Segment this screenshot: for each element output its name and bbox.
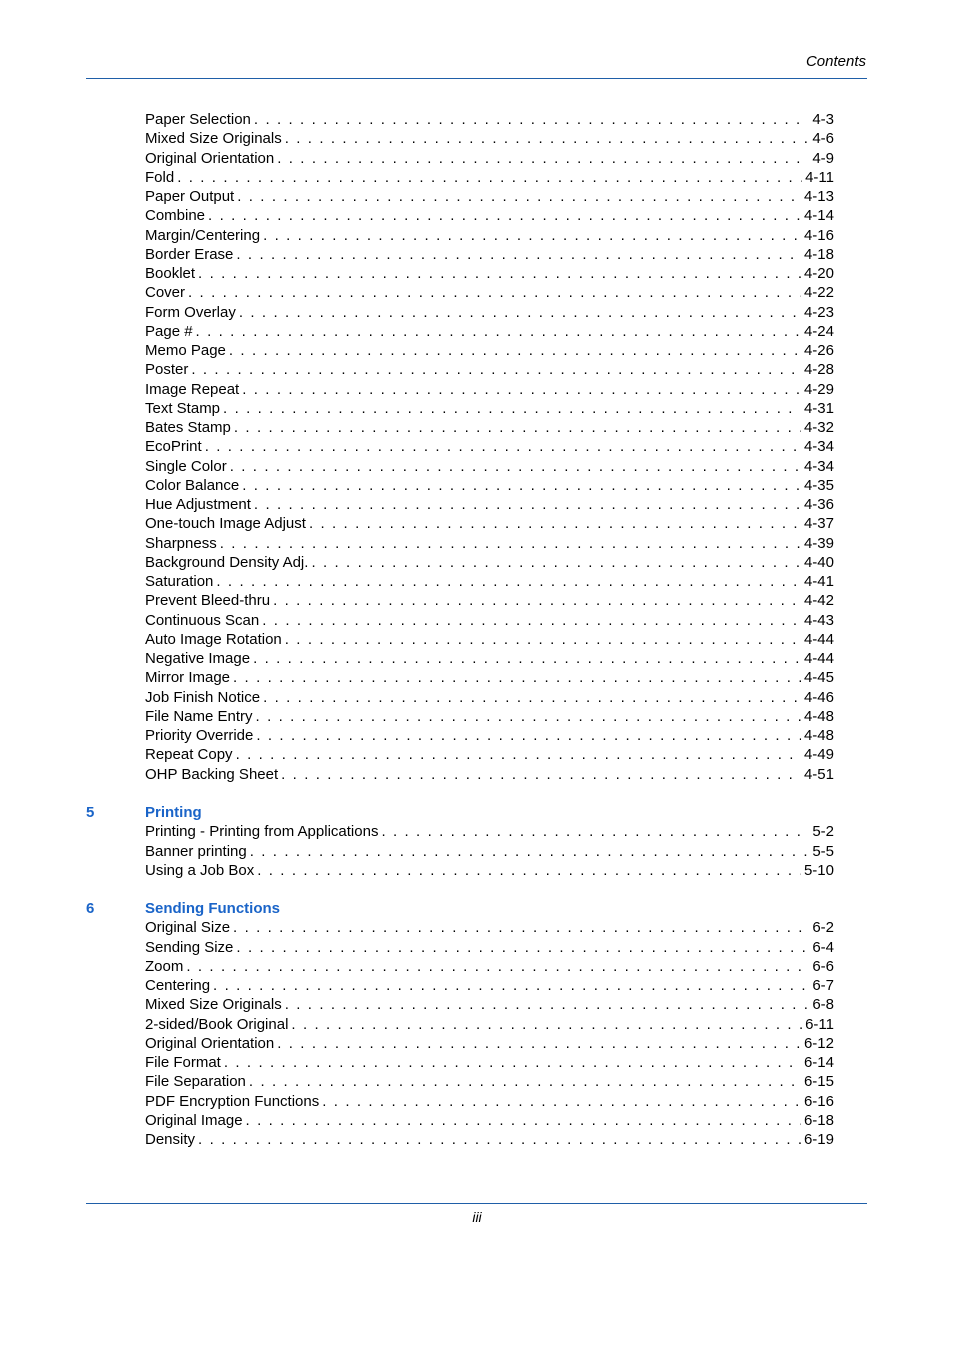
toc-entry-title[interactable]: 2-sided/Book Original bbox=[145, 1015, 289, 1033]
toc-entry-page[interactable]: 6-14 bbox=[803, 1054, 834, 1071]
dot-leader bbox=[220, 534, 801, 553]
toc-entry-title[interactable]: Auto Image Rotation bbox=[145, 630, 282, 648]
toc-entry-title[interactable]: Saturation bbox=[145, 573, 214, 590]
toc-entry-line[interactable] bbox=[145, 707, 834, 726]
dot-leader bbox=[186, 957, 809, 976]
toc-entry-line[interactable] bbox=[145, 476, 834, 495]
toc-entry-title[interactable]: Original Orientation bbox=[145, 149, 275, 167]
dot-leader bbox=[263, 688, 801, 707]
toc-entry-title[interactable]: Memo Page bbox=[145, 342, 226, 359]
toc-entry-page[interactable]: 4-24 bbox=[803, 322, 834, 340]
dot-leader bbox=[188, 283, 801, 302]
toc-entry[interactable] bbox=[0, 995, 954, 1014]
toc-entry-line[interactable] bbox=[145, 957, 834, 976]
toc-entry-line[interactable] bbox=[145, 1053, 834, 1072]
toc-entry-line[interactable] bbox=[145, 129, 834, 148]
dot-leader bbox=[208, 206, 801, 225]
toc-entry-page[interactable]: 4-28 bbox=[803, 361, 834, 379]
dot-leader bbox=[230, 457, 801, 476]
toc-entry-page[interactable]: 4-48 bbox=[803, 707, 834, 725]
toc-entry[interactable] bbox=[0, 534, 954, 553]
toc-entry-page[interactable]: 4-39 bbox=[803, 534, 834, 552]
dot-leader bbox=[257, 861, 801, 880]
toc-entry-line[interactable] bbox=[145, 264, 834, 283]
toc-entry-page[interactable]: 4-9 bbox=[812, 149, 834, 167]
toc-entry-line[interactable] bbox=[145, 418, 834, 437]
toc-entry-line[interactable] bbox=[145, 918, 834, 937]
toc-entry-line[interactable] bbox=[145, 1034, 834, 1053]
toc-entry-title[interactable]: Paper Selection bbox=[145, 111, 251, 128]
toc-entry-title[interactable]: Sending Size bbox=[145, 938, 234, 956]
toc-entry-line[interactable] bbox=[145, 495, 834, 514]
toc-entry-line[interactable] bbox=[145, 226, 834, 245]
toc-entry[interactable] bbox=[0, 322, 954, 341]
toc-entry-title[interactable]: Banner printing bbox=[145, 842, 247, 860]
toc-entry-page[interactable]: 4-11 bbox=[805, 168, 834, 186]
toc-entry-page[interactable]: 4-32 bbox=[803, 419, 834, 436]
dot-leader bbox=[309, 514, 801, 533]
dot-leader bbox=[322, 1092, 801, 1111]
dot-leader bbox=[254, 495, 801, 514]
dot-leader bbox=[281, 765, 801, 784]
toc-entry-title[interactable]: Form Overlay bbox=[145, 303, 236, 321]
toc-entry-title[interactable]: Prevent Bleed-thru bbox=[145, 592, 271, 610]
toc-entry-title[interactable]: Fold bbox=[145, 168, 175, 186]
toc-entry-page[interactable]: 4-16 bbox=[803, 226, 834, 244]
dot-leader bbox=[198, 1130, 801, 1149]
dot-leader bbox=[291, 1015, 802, 1034]
dot-leader bbox=[277, 1034, 801, 1053]
toc-entry-title[interactable]: Hue Adjustment bbox=[145, 496, 251, 513]
toc-entry[interactable] bbox=[0, 341, 954, 360]
toc-entry-page[interactable]: 4-29 bbox=[803, 380, 834, 398]
toc-entry-page[interactable]: 5-5 bbox=[812, 842, 834, 860]
toc-entry-page[interactable]: 6-18 bbox=[803, 1111, 834, 1129]
dot-leader bbox=[273, 591, 801, 610]
toc-entry-title[interactable]: Using a Job Box bbox=[145, 861, 255, 879]
toc-entry[interactable] bbox=[0, 1015, 954, 1034]
toc-entry-line[interactable] bbox=[145, 553, 834, 572]
toc-section-chapter-5 bbox=[0, 803, 954, 880]
toc-entry-title[interactable]: PDF Encryption Functions bbox=[145, 1092, 320, 1110]
dot-leader bbox=[239, 303, 801, 322]
dot-leader bbox=[236, 745, 801, 764]
toc-entry-page[interactable]: 4-23 bbox=[803, 303, 834, 321]
toc-entry-title[interactable]: One-touch Image Adjust bbox=[145, 515, 306, 533]
header-title: Contents bbox=[805, 53, 866, 70]
toc-entry-line[interactable] bbox=[145, 822, 834, 841]
toc-entry-page[interactable]: 4-34 bbox=[803, 438, 834, 456]
dot-leader bbox=[242, 476, 801, 495]
dot-leader bbox=[242, 380, 801, 399]
header-rule bbox=[86, 78, 867, 79]
toc-entry[interactable] bbox=[0, 1111, 954, 1130]
toc-entry-line[interactable] bbox=[145, 149, 834, 168]
dot-leader bbox=[196, 322, 801, 341]
dot-leader bbox=[233, 918, 809, 937]
dot-leader bbox=[262, 611, 801, 630]
toc-entry-line[interactable] bbox=[145, 283, 834, 302]
toc-entry-page[interactable]: 6-4 bbox=[812, 938, 834, 956]
dot-leader bbox=[236, 245, 801, 264]
toc-entry-page[interactable]: 4-34 bbox=[803, 457, 834, 475]
toc-entry-line[interactable] bbox=[145, 245, 834, 264]
dot-leader bbox=[229, 341, 801, 360]
toc-entry[interactable] bbox=[0, 495, 954, 514]
toc-entry-title[interactable]: Printing - Printing from Applications bbox=[145, 823, 379, 841]
toc-entry-title[interactable]: Negative Image bbox=[145, 650, 251, 667]
toc-entry-line[interactable] bbox=[145, 591, 834, 610]
toc-entry-line[interactable] bbox=[145, 206, 834, 225]
toc-entry[interactable] bbox=[0, 303, 954, 322]
toc-entry-line[interactable] bbox=[145, 457, 834, 476]
toc-entry-line[interactable] bbox=[145, 726, 834, 745]
toc-entry[interactable] bbox=[0, 187, 954, 206]
toc-entry[interactable] bbox=[0, 938, 954, 957]
toc-entry[interactable] bbox=[0, 957, 954, 976]
toc-entry-page[interactable]: 5-10 bbox=[803, 861, 834, 879]
toc-entry-title[interactable]: Booklet bbox=[145, 265, 196, 282]
dot-leader bbox=[177, 168, 802, 187]
toc-entry[interactable] bbox=[0, 129, 954, 148]
toc-entry-title[interactable]: Centering bbox=[145, 977, 211, 994]
toc-entry[interactable] bbox=[0, 861, 954, 880]
dot-leader bbox=[381, 822, 809, 841]
toc-entry-line[interactable] bbox=[145, 649, 834, 668]
dot-leader bbox=[233, 668, 801, 687]
toc-entry[interactable] bbox=[0, 745, 954, 764]
toc-entry-title[interactable]: Sharpness bbox=[145, 534, 217, 552]
toc-entry-page[interactable]: 4-45 bbox=[803, 669, 834, 687]
toc-entry-line[interactable] bbox=[145, 322, 834, 341]
toc-entry[interactable] bbox=[0, 399, 954, 418]
toc-entry[interactable] bbox=[0, 457, 954, 476]
toc-entry-line[interactable] bbox=[145, 1130, 834, 1149]
toc-entry-line[interactable] bbox=[145, 861, 834, 880]
toc-entry-title[interactable]: Cover bbox=[145, 284, 186, 302]
toc-entry[interactable] bbox=[0, 264, 954, 283]
dot-leader bbox=[256, 707, 801, 726]
toc-entry[interactable] bbox=[0, 110, 954, 129]
dot-leader bbox=[246, 1111, 801, 1130]
toc-section-chapter-4-continued bbox=[0, 110, 954, 784]
toc-entry-line[interactable] bbox=[145, 341, 834, 360]
toc-entry-title[interactable]: Density bbox=[145, 1131, 196, 1148]
toc-entry[interactable] bbox=[0, 1092, 954, 1111]
dot-leader bbox=[213, 976, 809, 995]
toc-entry-line[interactable] bbox=[145, 110, 834, 129]
toc-entry[interactable] bbox=[0, 553, 954, 572]
toc-entry[interactable] bbox=[0, 918, 954, 937]
toc-entry-title[interactable]: Original Image bbox=[145, 1111, 243, 1129]
toc-entry-title[interactable]: Background Density Adj. bbox=[145, 553, 309, 571]
toc-entry-title[interactable]: Zoom bbox=[145, 957, 184, 975]
dot-leader bbox=[198, 264, 801, 283]
toc-entry[interactable] bbox=[0, 842, 954, 861]
toc-entry-line[interactable] bbox=[145, 938, 834, 957]
page-number: iii bbox=[472, 1209, 482, 1225]
toc-entry-title[interactable]: File Format bbox=[145, 1054, 221, 1071]
toc-entry-title[interactable]: Margin/Centering bbox=[145, 226, 261, 244]
toc-entry-page[interactable]: 6-16 bbox=[803, 1092, 834, 1110]
dot-leader bbox=[205, 437, 801, 456]
toc-entry-page[interactable]: 6-15 bbox=[803, 1073, 834, 1091]
toc-entry-title[interactable]: Job Finish Notice bbox=[145, 688, 261, 706]
toc-entry-line[interactable] bbox=[145, 611, 834, 630]
toc-entry-line[interactable] bbox=[145, 399, 834, 418]
toc-entry[interactable] bbox=[0, 283, 954, 302]
toc-entry-page[interactable]: 4-20 bbox=[803, 265, 834, 282]
dot-leader bbox=[311, 553, 801, 572]
toc-entry[interactable] bbox=[0, 168, 954, 187]
toc-entry-title[interactable]: Single Color bbox=[145, 457, 227, 475]
toc-entry-line[interactable] bbox=[145, 1072, 834, 1091]
toc-entry-page[interactable]: 4-35 bbox=[803, 476, 834, 494]
toc-entry-title[interactable]: Priority Override bbox=[145, 727, 254, 744]
toc-entry-page[interactable]: 4-14 bbox=[803, 207, 834, 225]
toc-section-chapter-6 bbox=[0, 899, 954, 1149]
dot-leader bbox=[191, 360, 801, 379]
dot-leader bbox=[285, 995, 810, 1014]
toc-entry[interactable] bbox=[0, 1034, 954, 1053]
toc-entry[interactable] bbox=[0, 630, 954, 649]
dot-leader bbox=[277, 149, 809, 168]
toc-entry-page[interactable]: 6-12 bbox=[803, 1034, 834, 1052]
toc-entry-title[interactable]: Repeat Copy bbox=[145, 746, 233, 764]
toc-entry-title[interactable]: Mixed Size Originals bbox=[145, 130, 282, 148]
toc-entry[interactable] bbox=[0, 149, 954, 168]
toc-entry-page[interactable]: 4-49 bbox=[803, 746, 834, 764]
toc-entry-line[interactable] bbox=[145, 534, 834, 553]
toc-entry[interactable] bbox=[0, 572, 954, 591]
toc-entry-line[interactable] bbox=[145, 630, 834, 649]
toc-entry[interactable] bbox=[0, 611, 954, 630]
chapter-number: 5 bbox=[86, 804, 95, 821]
dot-leader bbox=[263, 226, 801, 245]
toc-entry-title[interactable]: Mirror Image bbox=[145, 669, 231, 687]
dot-leader bbox=[285, 129, 810, 148]
toc-entry-title[interactable]: Bates Stamp bbox=[145, 419, 231, 436]
toc-entry-line[interactable] bbox=[145, 168, 834, 187]
toc-entry[interactable] bbox=[0, 726, 954, 745]
toc-entry[interactable] bbox=[0, 514, 954, 533]
toc-entry-line[interactable] bbox=[145, 437, 834, 456]
toc-entry-page[interactable]: 6-7 bbox=[812, 977, 834, 994]
toc-entry-line[interactable] bbox=[145, 1092, 834, 1111]
chapter-number: 6 bbox=[86, 900, 95, 917]
toc-entry[interactable] bbox=[0, 476, 954, 495]
toc-entry-page[interactable]: 6-8 bbox=[812, 996, 834, 1014]
toc-entry-line[interactable] bbox=[145, 842, 834, 861]
dot-leader bbox=[223, 399, 801, 418]
toc-entry-page[interactable]: 4-26 bbox=[803, 342, 834, 359]
toc-entry-title[interactable]: Color Balance bbox=[145, 476, 240, 494]
toc-entry-title[interactable]: Poster bbox=[145, 361, 189, 379]
toc-entry-page[interactable]: 4-36 bbox=[803, 496, 834, 513]
toc-entry-line[interactable] bbox=[145, 765, 834, 784]
toc-entry-page[interactable]: 6-2 bbox=[812, 919, 834, 937]
toc-entry-page[interactable]: 6-6 bbox=[812, 957, 834, 975]
dot-leader bbox=[256, 726, 801, 745]
toc-entry-title[interactable]: Mixed Size Originals bbox=[145, 996, 282, 1014]
toc-entry[interactable] bbox=[0, 591, 954, 610]
toc-entry-title[interactable]: Original Size bbox=[145, 919, 231, 937]
toc-entry[interactable] bbox=[0, 360, 954, 379]
toc-entry-line[interactable] bbox=[145, 688, 834, 707]
toc-entry[interactable] bbox=[0, 668, 954, 687]
toc-entry-page[interactable]: 4-3 bbox=[812, 111, 834, 128]
toc-entry-page[interactable]: 4-44 bbox=[803, 650, 834, 667]
chapter-title-link[interactable]: Sending Functions bbox=[145, 900, 280, 917]
toc-entry-title[interactable]: File Name Entry bbox=[145, 707, 253, 725]
toc-entry-title[interactable]: Paper Output bbox=[145, 188, 235, 205]
toc-entry-page[interactable]: 6-11 bbox=[805, 1015, 834, 1033]
toc-entry[interactable] bbox=[0, 765, 954, 784]
toc-entry[interactable] bbox=[0, 380, 954, 399]
toc-entry-line[interactable] bbox=[145, 303, 834, 322]
toc-entry-title[interactable]: EcoPrint bbox=[145, 438, 202, 456]
dot-leader bbox=[237, 187, 801, 206]
toc-entry-page[interactable]: 4-37 bbox=[803, 515, 834, 533]
toc-entry-page[interactable]: 4-31 bbox=[803, 399, 834, 417]
toc-entry-line[interactable] bbox=[145, 976, 834, 995]
toc-entry[interactable] bbox=[0, 1130, 954, 1149]
toc-entry-page[interactable]: 4-41 bbox=[803, 573, 834, 590]
toc-entry-page[interactable]: 4-18 bbox=[803, 245, 834, 263]
toc-entry-line[interactable] bbox=[145, 360, 834, 379]
toc-entry[interactable] bbox=[0, 976, 954, 995]
toc-entry-title[interactable]: Text Stamp bbox=[145, 399, 221, 417]
dot-leader bbox=[285, 630, 801, 649]
dot-leader bbox=[224, 1053, 801, 1072]
toc-entry-title[interactable]: Continuous Scan bbox=[145, 611, 260, 629]
toc-entry-line[interactable] bbox=[145, 1015, 834, 1034]
chapter-heading[interactable] bbox=[0, 899, 954, 918]
toc-entry-title[interactable]: Page # bbox=[145, 322, 193, 340]
toc-entry-line[interactable] bbox=[145, 668, 834, 687]
toc-entry[interactable] bbox=[0, 418, 954, 437]
toc-entry-page[interactable]: 5-2 bbox=[812, 823, 834, 841]
toc-entry-page[interactable]: 4-46 bbox=[803, 688, 834, 706]
toc-entry[interactable] bbox=[0, 437, 954, 456]
toc-entry[interactable] bbox=[0, 1053, 954, 1072]
toc-entry-page[interactable]: 6-19 bbox=[803, 1131, 834, 1148]
toc-entry[interactable] bbox=[0, 649, 954, 668]
toc-entry-page[interactable]: 4-42 bbox=[803, 592, 834, 610]
toc-entry-page[interactable]: 4-40 bbox=[803, 553, 834, 571]
toc-entry-page[interactable]: 4-43 bbox=[803, 611, 834, 629]
toc-entry[interactable] bbox=[0, 822, 954, 841]
toc-entry-page[interactable]: 4-6 bbox=[812, 130, 834, 148]
toc-entry[interactable] bbox=[0, 1072, 954, 1091]
footer-rule bbox=[86, 1203, 867, 1204]
toc-entry-line[interactable] bbox=[145, 514, 834, 533]
dot-leader bbox=[250, 842, 810, 861]
toc-entry-page[interactable]: 4-22 bbox=[803, 284, 834, 302]
toc-entry-title[interactable]: OHP Backing Sheet bbox=[145, 765, 279, 783]
toc-entry-page[interactable]: 4-13 bbox=[803, 188, 834, 205]
toc-entry-line[interactable] bbox=[145, 745, 834, 764]
toc-entry-title[interactable]: File Separation bbox=[145, 1073, 246, 1091]
toc-entry[interactable] bbox=[0, 206, 954, 225]
toc-entry-line[interactable] bbox=[145, 1111, 834, 1130]
toc-entry-line[interactable] bbox=[145, 380, 834, 399]
chapter-title-link[interactable]: Printing bbox=[145, 804, 202, 821]
toc-entry[interactable] bbox=[0, 245, 954, 264]
chapter-heading[interactable] bbox=[0, 803, 954, 822]
toc-entry-page[interactable]: 4-44 bbox=[803, 630, 834, 648]
dot-leader bbox=[234, 418, 801, 437]
toc-entry-title[interactable]: Combine bbox=[145, 207, 206, 225]
toc-entry-line[interactable] bbox=[145, 995, 834, 1014]
toc-entry-page[interactable]: 4-48 bbox=[803, 727, 834, 744]
toc-entry[interactable] bbox=[0, 707, 954, 726]
toc-entry-line[interactable] bbox=[145, 572, 834, 591]
dot-leader bbox=[253, 649, 801, 668]
dot-leader bbox=[216, 572, 801, 591]
dot-leader bbox=[249, 1072, 801, 1091]
toc-entry-title[interactable]: Border Erase bbox=[145, 245, 234, 263]
toc-entry-title[interactable]: Original Orientation bbox=[145, 1034, 275, 1052]
toc-entry-page[interactable]: 4-51 bbox=[803, 765, 834, 783]
toc-entry[interactable] bbox=[0, 226, 954, 245]
toc-entry[interactable] bbox=[0, 688, 954, 707]
toc-entry-title[interactable]: Image Repeat bbox=[145, 380, 240, 398]
dot-leader bbox=[236, 938, 809, 957]
dot-leader bbox=[254, 110, 809, 129]
toc-entry-line[interactable] bbox=[145, 187, 834, 206]
